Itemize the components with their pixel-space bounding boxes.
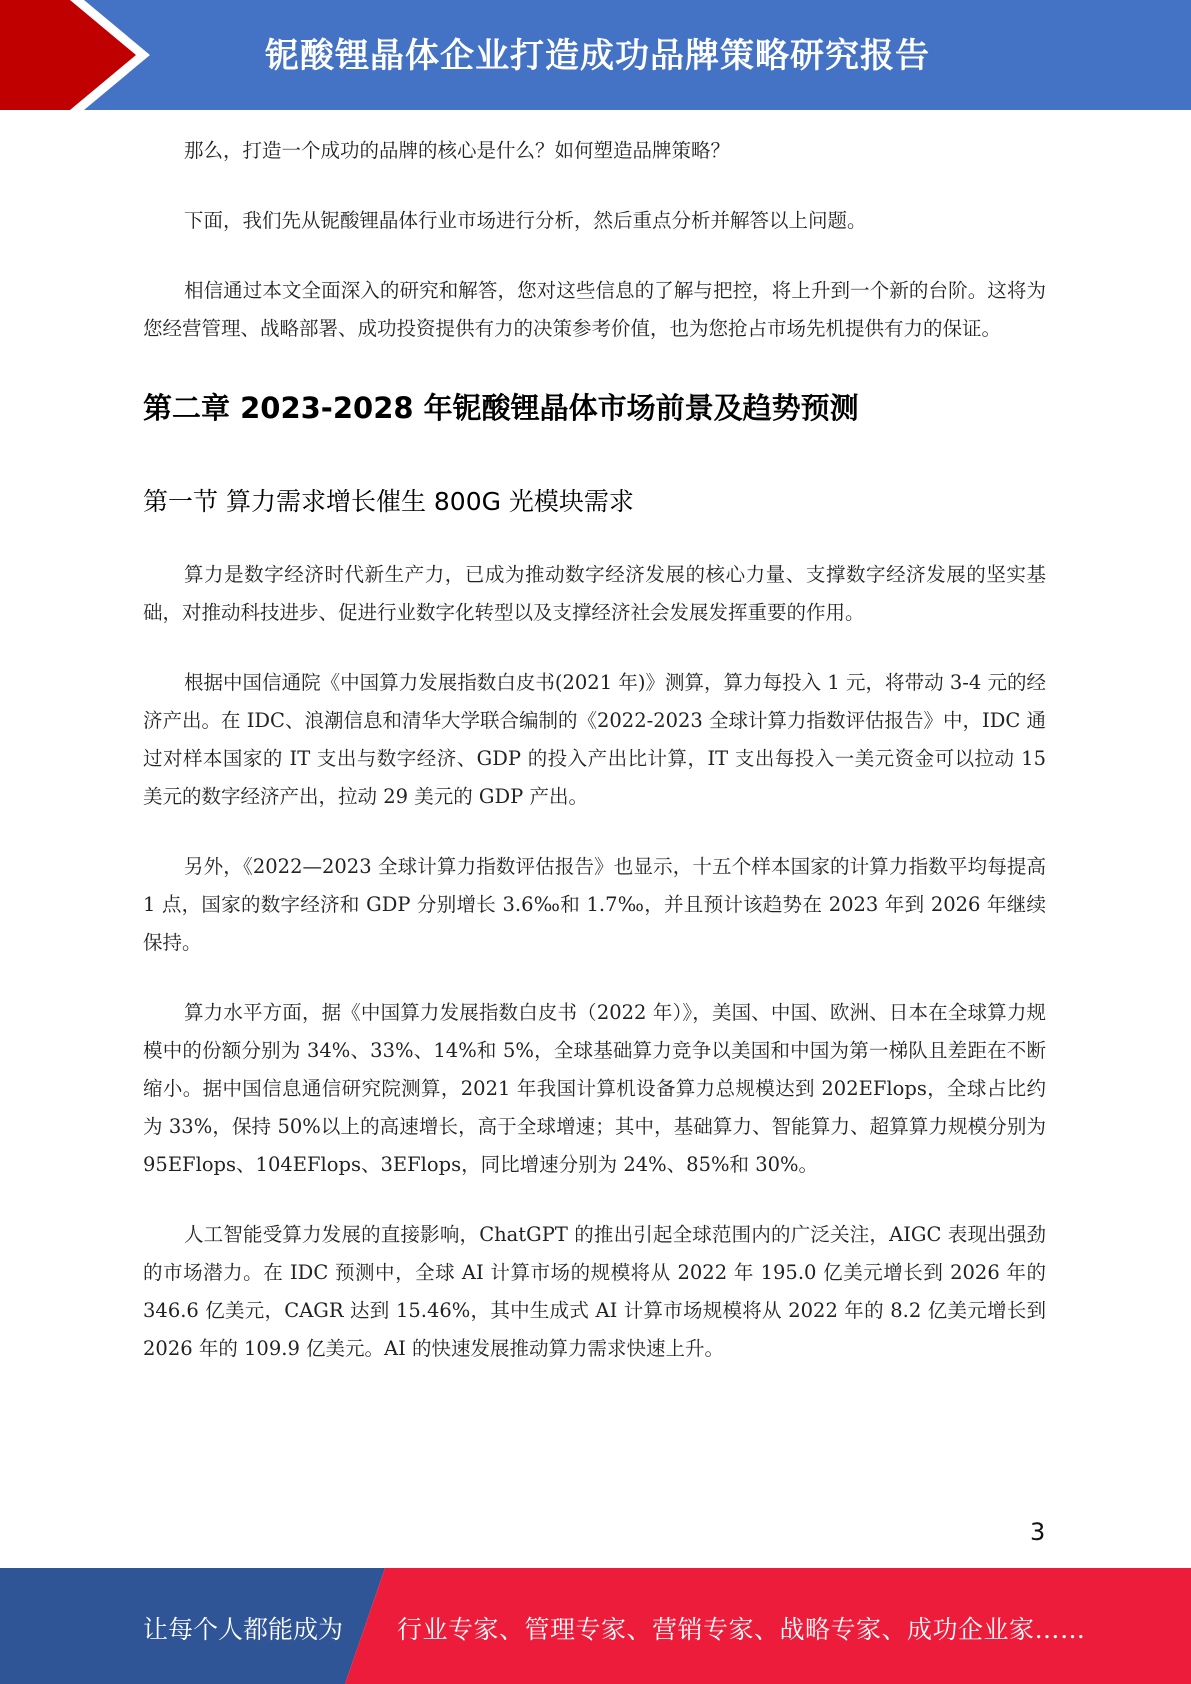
intro-paragraph-1: 那么，打造一个成功的品牌的核心是什么？如何塑造品牌策略？	[184, 139, 731, 162]
body-paragraph-1: 算力是数字经济时代新生产力，已成为推动数字经济发展的核心力量、支撑数字经济发展的坚实基础，对推动科技进步、促进行业数字化转型以及支撑经济社会发展发挥重要的作用。	[143, 563, 1046, 624]
body-paragraph-5: 人工智能受算力发展的直接影响，ChatGPT 的推出引起全球范围内的广泛关注，AIGC 表现出强劲的市场潜力。在 IDC 预测中，全球 AI 计算市场的规模将从 2022 年 195.0 亿美元增长到 2026 年的 346.6 亿美元，CAGR 达到 15.46%，其中生成式 AI 计算市场规模将从 2022 年的 8.2 亿美元增长到 2026 年的 109.9 亿美元。AI 的快速发展推动算力需求快速上升。	[143, 1223, 1046, 1360]
footer-slogan-right: 行业专家、管理专家、营销专家、战略专家、成功企业家……	[397, 1615, 1086, 1644]
page-body	[143, 132, 1046, 1400]
page-number: 3	[1030, 1518, 1046, 1546]
chapter-heading: 第二章 2023-2028 年铌酸锂晶体市场前景及趋势预测	[143, 391, 859, 425]
footer-slogan-left: 让每个人都能成为	[143, 1615, 344, 1644]
body-paragraph-3: 另外，《2022—2023 全球计算力指数评估报告》也显示，十五个样本国家的计算力指数平均每提高 1 点，国家的数字经济和 GDP 分别增长 3.6‰和 1.7‰，并且预计该趋势在 2023 年到 2026 年继续保持。	[143, 855, 1046, 954]
page-footer	[0, 1568, 1191, 1684]
section-heading: 第一节 算力需求增长催生 800G 光模块需求	[143, 487, 634, 516]
intro-paragraph-3: 相信通过本文全面深入的研究和解答，您对这些信息的了解与把控，将上升到一个新的台阶。这将为您经营管理、战略部署、成功投资提供有力的决策参考价值，也为您抢占市场先机提供有力的保证。	[143, 279, 1046, 340]
report-title: 铌酸锂晶体企业打造成功品牌策略研究报告	[265, 36, 930, 76]
body-paragraph-4: 算力水平方面，据《中国算力发展指数白皮书（2022 年）》，美国、中国、欧洲、日本在全球算力规模中的份额分别为 34%、33%、14%和 5%，全球基础算力竞争以美国和中国为第一梯队且差距在不断缩小。据中国信息通信研究院测算，2021 年我国计算机设备算力总规模达到 202EFlops，全球占比约为 33%，保持 50%以上的高速增长，高于全球增速；其中，基础算力、智能算力、超算算力规模分别为 95EFlops、104EFlops、3EFlops，同比增速分别为 24%、85%和 30%。	[143, 1001, 1046, 1176]
intro-paragraph-2: 下面，我们先从铌酸锂晶体行业市场进行分析，然后重点分析并解答以上问题。	[184, 209, 867, 232]
page-header	[0, 0, 1191, 110]
body-paragraph-2: 根据中国信通院《中国算力发展指数白皮书(2021 年)》测算，算力每投入 1 元，将带动 3-4 元的经济产出。在 IDC、浪潮信息和清华大学联合编制的《2022-2023 全球计算力指数评估报告》中，IDC 通过对样本国家的 IT 支出与数字经济、GDP 的投入产出比计算，IT 支出每投入一美元资金可以拉动 15 美元的数字经济产出，拉动 29 美元的 GDP 产出。	[143, 671, 1046, 808]
chevron-arrow-icon	[0, 0, 160, 110]
